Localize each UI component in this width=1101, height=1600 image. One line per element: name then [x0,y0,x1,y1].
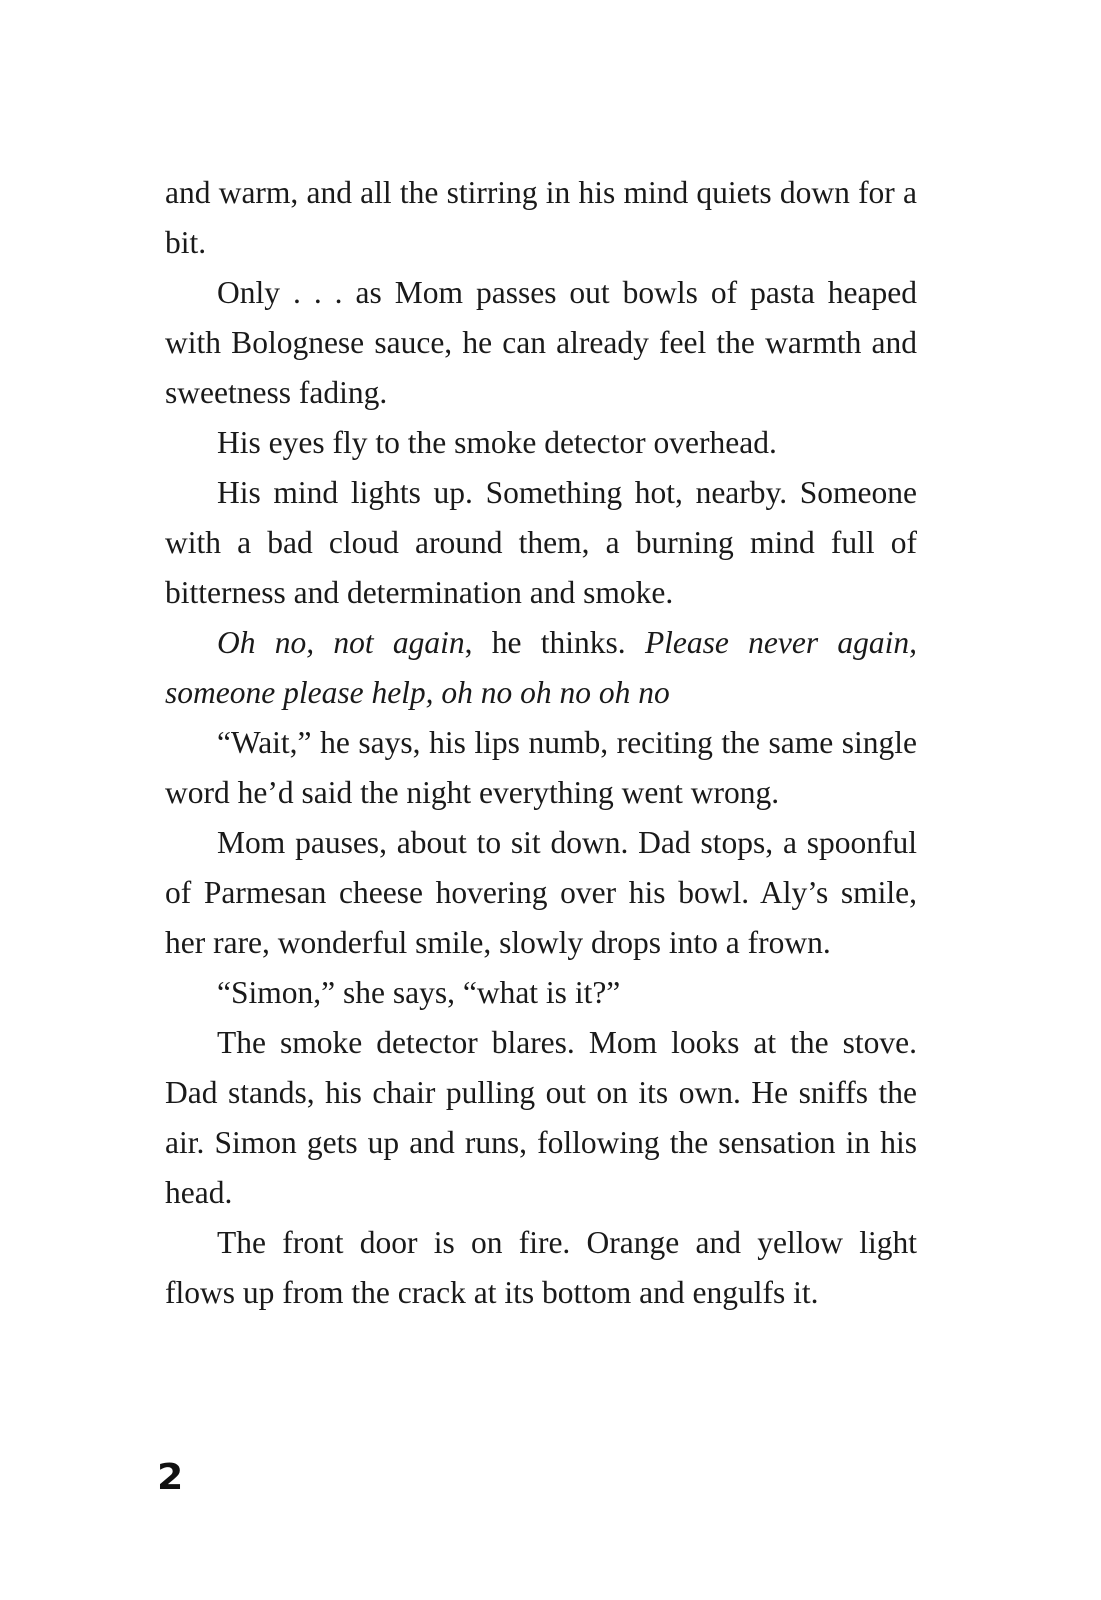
paragraph [165,1018,917,1218]
paragraph [165,418,917,468]
text-segment: “Wait,” he says, his lips numb, reciting the same single word he’d said the night everything went wrong. [165,725,917,810]
text-segment: The front door is on fire. Orange and yellow light flows up from the crack at its bottom and engulfs it. [165,1225,917,1310]
text-segment: Mom pauses, about to sit down. Dad stops, a spoonful of Parmesan cheese hovering over his bowl. Aly’s smile, her rare, wonderful smile, slowly drops into a frown. [165,825,917,960]
italic-thought: Please never again, someone please help, oh no oh no oh no [165,625,917,710]
paragraph [165,968,917,1018]
italic-thought: Oh no, not again [217,625,465,660]
text-segment: His eyes fly to the smoke detector overhead. [217,425,777,460]
text-segment: and warm, and all the stirring in his mind quiets down for a bit. [165,175,917,260]
text-segment: “Simon,” she says, “what is it?” [217,975,621,1010]
text-segment: The smoke detector blares. Mom looks at the stove. Dad stands, his chair pulling out on its own. He sniffs the air. Simon gets up and runs, following the sensation in his head. [165,1025,917,1210]
text-segment: His mind lights up. Something hot, nearby. Someone with a bad cloud around them, a burning mind full of bitterness and determination and smoke. [165,475,917,610]
text-segment: Only . . . as Mom passes out bowls of pasta heaped with Bolognese sauce, he can already feel the warmth and sweetness fading. [165,275,917,410]
paragraph [165,468,917,618]
paragraph [165,1218,917,1318]
text-segment: , he thinks. [464,625,645,660]
body-text [165,168,917,1318]
paragraph [165,168,917,268]
paragraph [165,718,917,818]
paragraph [165,818,917,968]
paragraph [165,618,917,718]
page-number: 2 [157,1457,184,1498]
paragraph [165,268,917,418]
